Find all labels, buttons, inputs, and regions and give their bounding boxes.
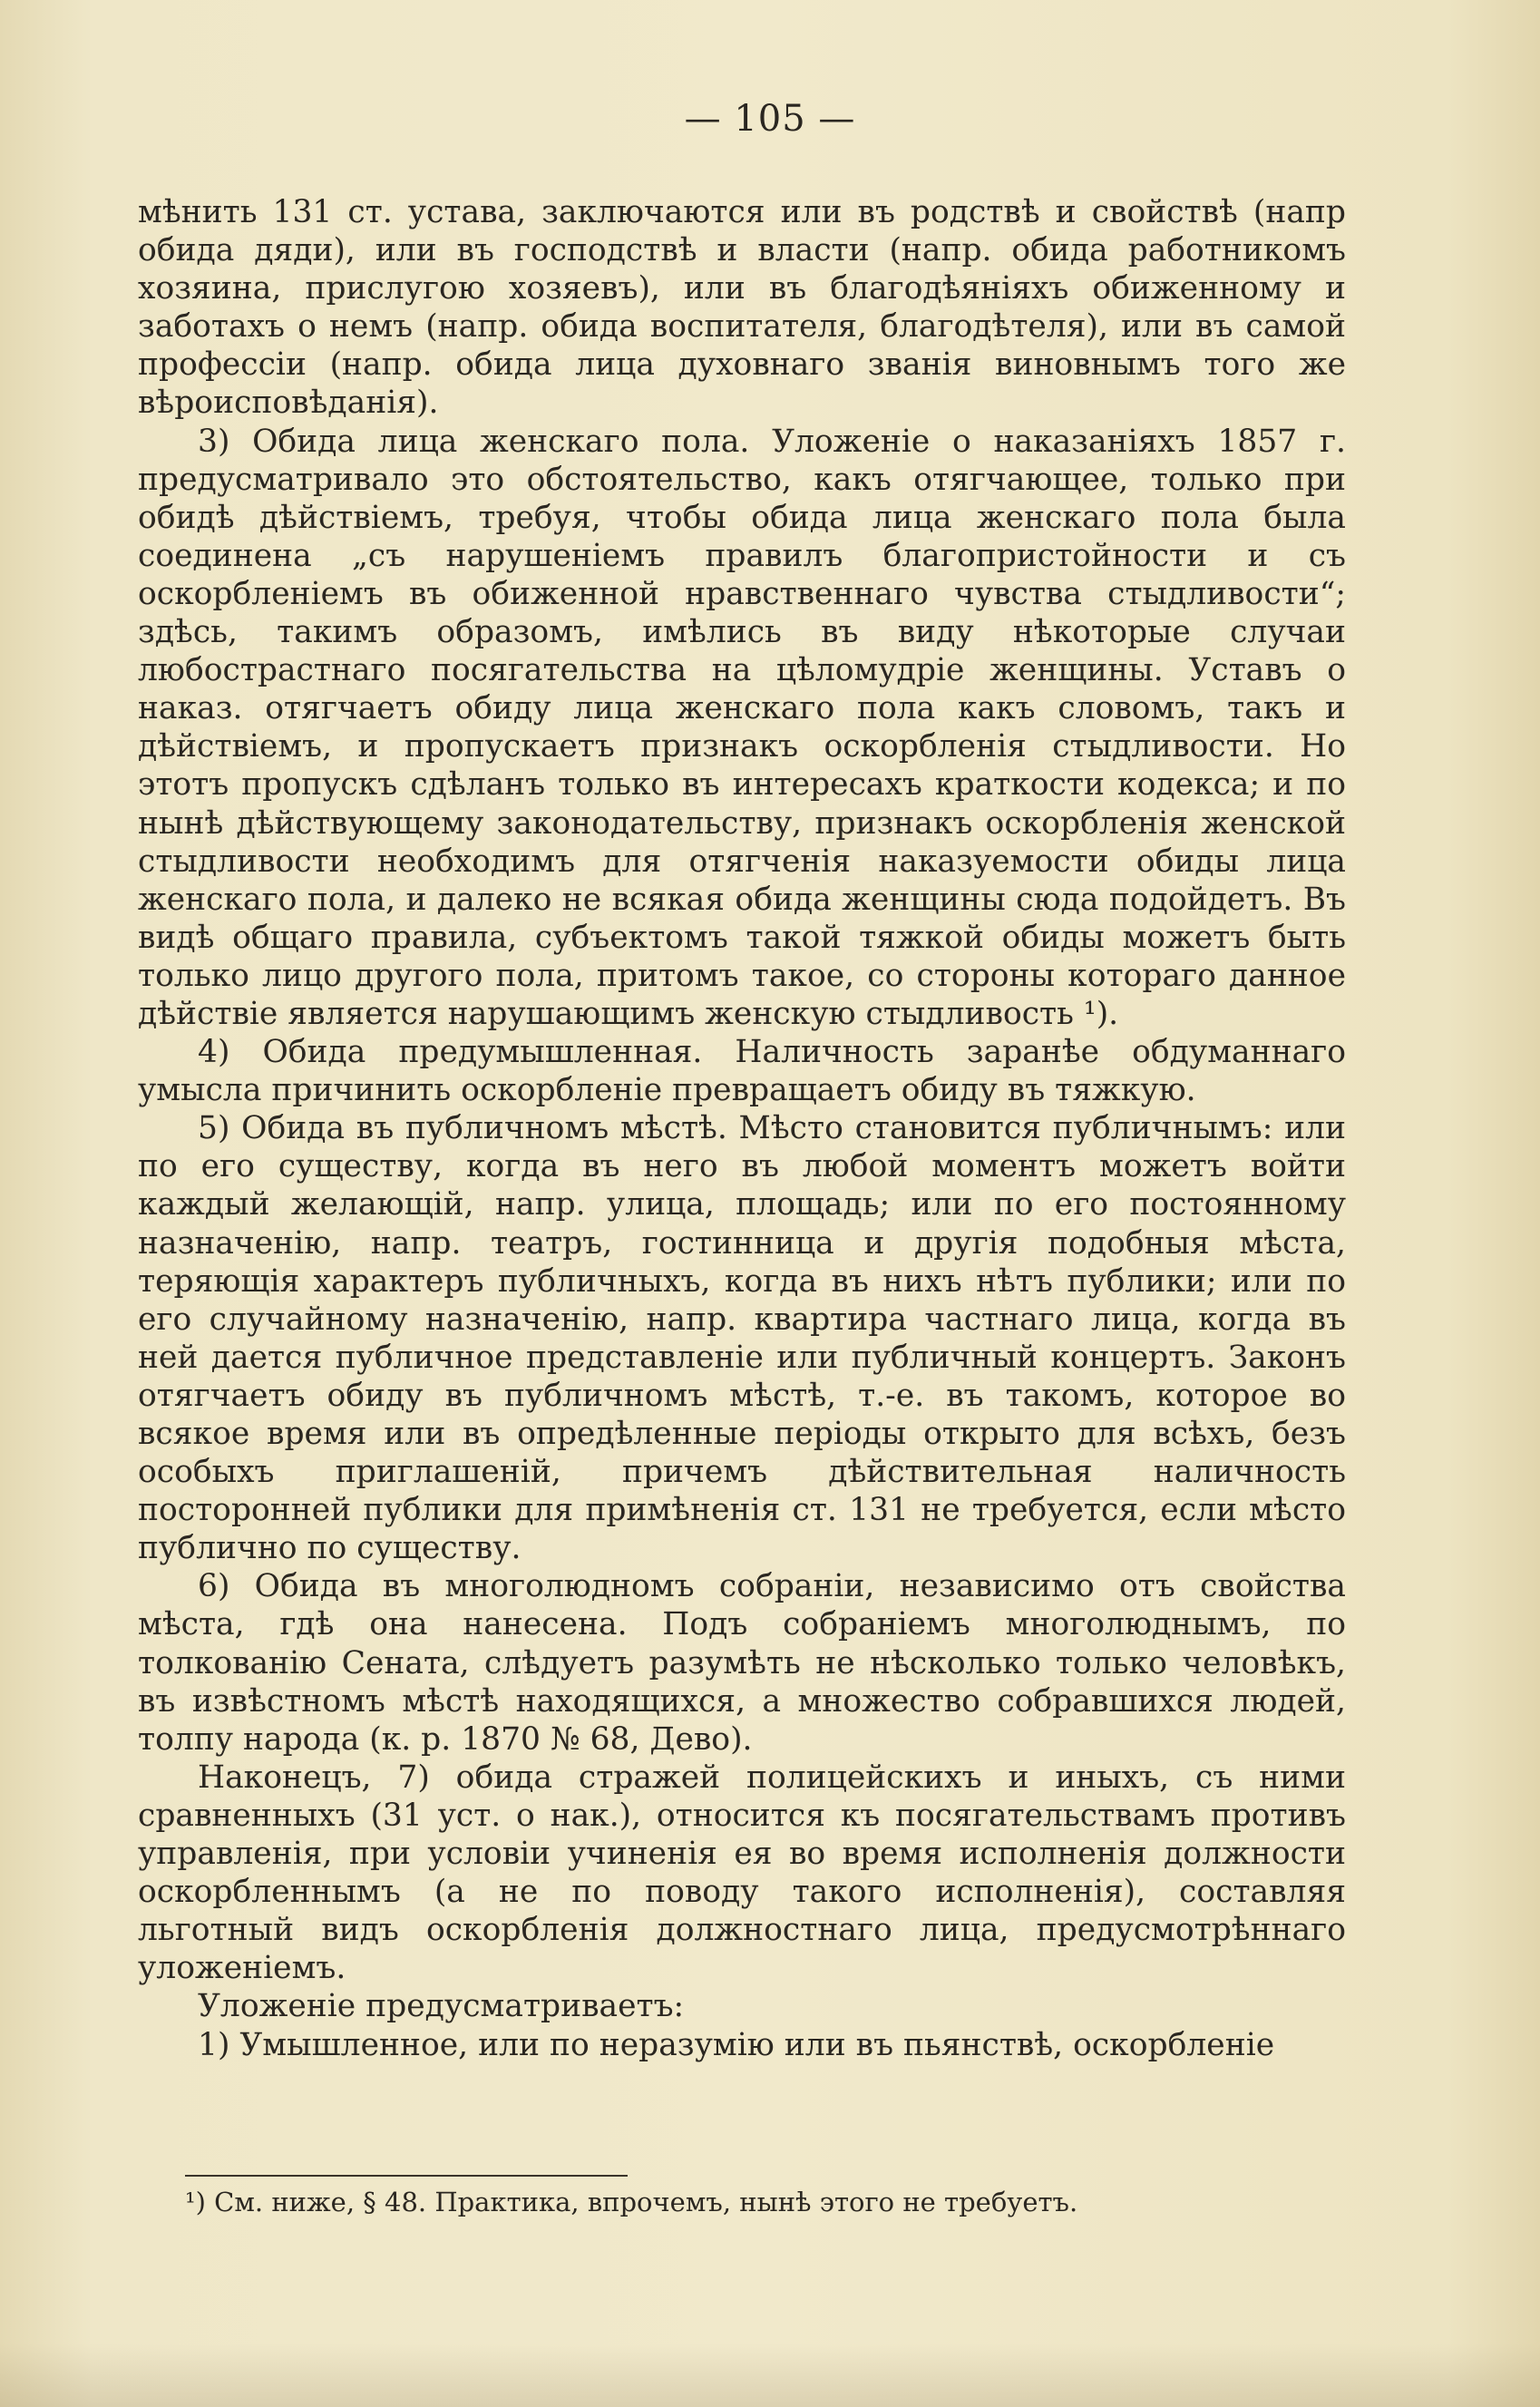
- paragraph: Наконецъ, 7) обида стражей полицейскихъ и иныхъ, съ ними сравненныхъ (31 уст. о нак.), относится къ посягательствамъ противъ управленія, при условіи учиненія ея во время исполненія должности оскорбленнымъ (а не по поводу такого исполненія), составляя льготный видъ оскорбленія должностнаго лица, предусмотрѣннаго уложеніемъ.: [138, 1759, 1346, 1987]
- paragraph: Уложеніе предусматриваетъ:: [198, 1988, 685, 2025]
- paragraph: 3) Обида лица женскаго пола. Уложеніе о наказаніяхъ 1857 г. предусматривало это обстоятельство, какъ отягчающее, только при обидѣ дѣйствіемъ, требуя, чтобы обида лица женскаго пола была соединена „съ нарушеніемъ правилъ благопристойности и съ оскорбленіемъ въ обиженной нравственнаго чувства стыдливости“; здѣсь, такимъ образомъ, имѣлись въ виду нѣкоторые случаи любострастнаго посягательства на цѣломудріе женщины. Уставъ о наказ. отягчаетъ обиду лица женскаго пола какъ словомъ, такъ и дѣйствіемъ, и пропускаетъ признакъ оскорбленія стыдливости. Но этотъ пропускъ сдѣланъ только въ интересахъ краткости кодекса; и по нынѣ дѣйствующему законодательству, признакъ оскорбленія женской стыдливости необходимъ для отягченія наказуемости обиды лица женскаго пола, и далеко не всякая обида женщины сюда подойдетъ. Въ видѣ общаго правила, субъектомъ такой тяжкой обиды можетъ быть только лицо другого пола, притомъ такое, со стороны котораго данное дѣйствіе является нарушающимъ женскую стыдливость ¹).: [138, 423, 1346, 1032]
- page-edge-shadow: [0, 2344, 1540, 2407]
- paragraph: 1) Умышленное, или по неразумію или въ пьянствѣ, оскорбленіе: [198, 2026, 1275, 2063]
- paragraph: 4) Обида предумышленная. Наличность заранѣе обдуманнаго умысла причинить оскорбленіе превращаетъ обиду въ тяжкую.: [138, 1034, 1346, 1109]
- footnote-rule: [185, 2175, 628, 2177]
- paragraph: 5) Обида въ публичномъ мѣстѣ. Мѣсто становится публичнымъ: или по его существу, когда въ него въ любой моментъ можетъ войти каждый желающій, напр. улица, площадь; или по его постоянному назначенію, напр. театръ, гостинница и другія подобныя мѣста, теряющія характеръ публичныхъ, когда въ нихъ нѣтъ публики; или по его случайному назначенію, напр. квартира частнаго лица, когда въ ней дается публичное представленіе или публичный концертъ. Законъ отягчаетъ обиду въ публичномъ мѣстѣ, т.-е. въ такомъ, которое во всякое время или въ опредѣленные періоды открыто для всѣхъ, безъ особыхъ приглашеній, причемъ дѣйствительная наличность посторонней публики для примѣненія ст. 131 не требуется, если мѣсто публично по существу.: [138, 1110, 1346, 1567]
- paragraph: 6) Обида въ многолюдномъ собраніи, независимо отъ свойства мѣста, гдѣ она нанесена. Подъ собраніемъ многолюднымъ, по толкованію Сената, слѣдуетъ разумѣть не нѣсколько только человѣкъ, въ извѣстномъ мѣстѣ находящихся, а множество собравшихся людей, толпу народа (к. р. 1870 № 68, Дево).: [138, 1568, 1346, 1758]
- body-text: [138, 193, 1346, 2064]
- page-number: — 105 —: [684, 98, 856, 140]
- paragraph: мѣнить 131 ст. устава, заключаются или въ родствѣ и свойствѣ (напр обида дяди), или въ господствѣ и власти (напр. обида работникомъ хозяина, прислугою хозяевъ), или въ благодѣяніяхъ обиженному и заботахъ о немъ (напр. обида воспитателя, благодѣтеля), или въ самой профессіи (напр. обида лица духовнаго званія виновнымъ того же вѣроисповѣданія).: [138, 194, 1346, 422]
- footnote: ¹) См. ниже, § 48. Практика, впрочемъ, нынѣ этого не требуетъ.: [185, 2187, 1078, 2217]
